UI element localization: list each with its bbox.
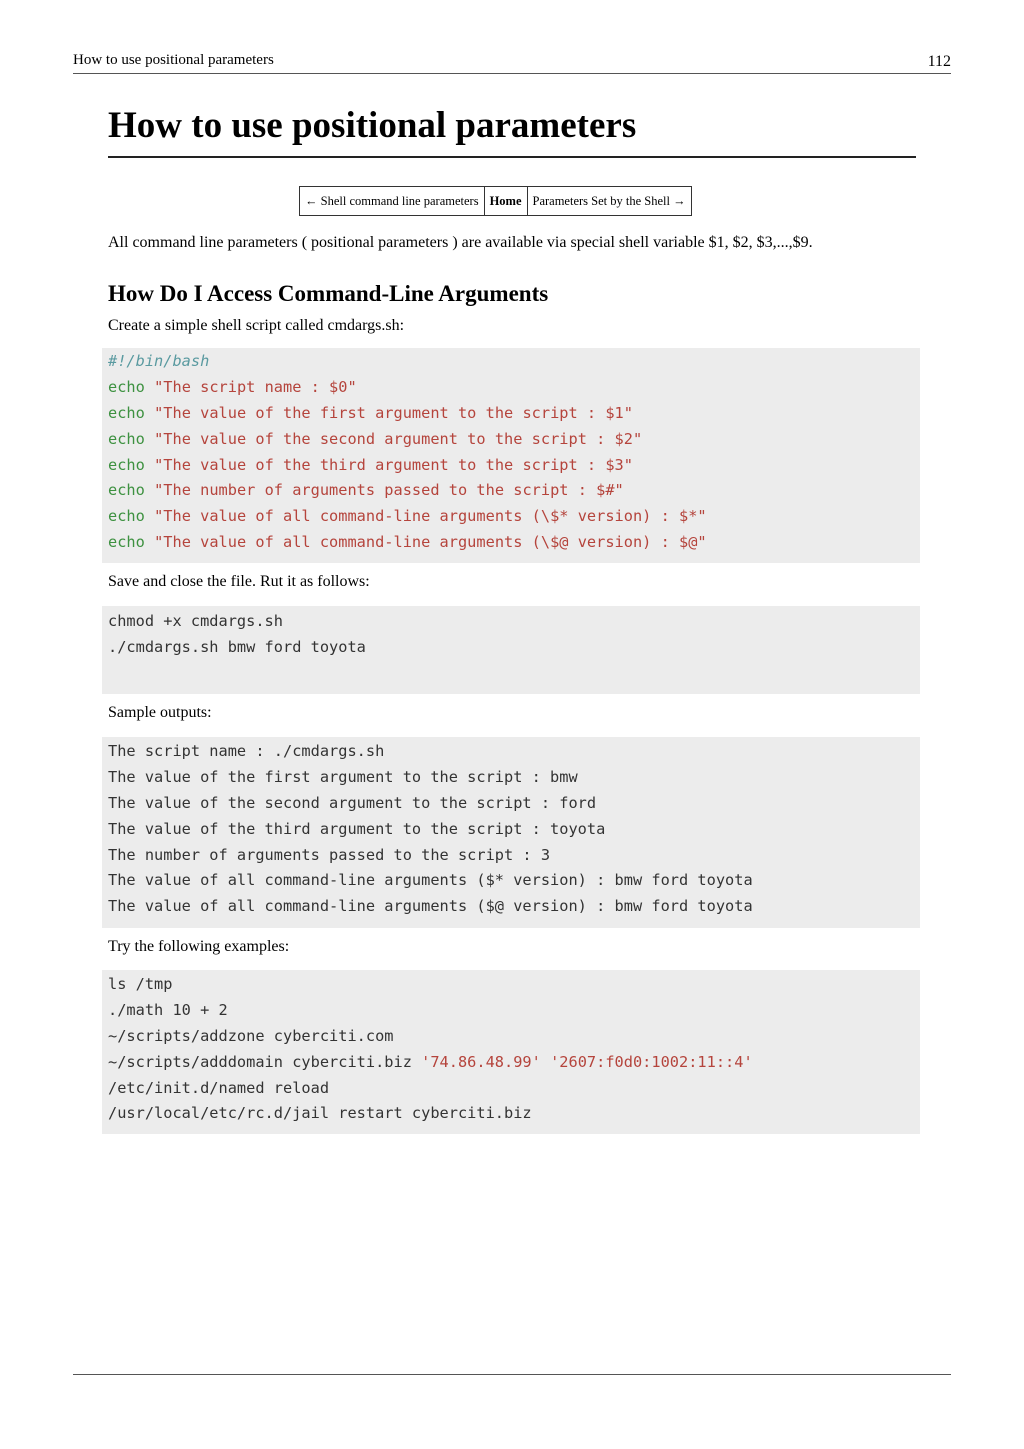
save-close-text: Save and close the file. Rut it as follows: — [108, 573, 370, 590]
examples-code-block — [102, 970, 920, 1134]
output-line: The value of all command-line arguments ($@ version) : bmw ford toyota — [108, 897, 753, 916]
code-line — [108, 401, 920, 427]
code-string: "The value of the third argument to the script : $3" — [154, 455, 633, 474]
nav-next-link[interactable]: Parameters Set by the Shell → — [527, 187, 691, 216]
code-string: "The number of arguments passed to the script : $#" — [154, 481, 624, 500]
footer-rule — [73, 1374, 951, 1375]
code-line — [108, 530, 920, 556]
output-line: The number of arguments passed to the script : 3 — [108, 845, 551, 864]
code-line — [108, 453, 920, 479]
code-keyword: echo — [108, 481, 145, 500]
code-line — [108, 504, 920, 530]
sample-outputs-text: Sample outputs: — [108, 704, 212, 721]
code-string: "The script name : $0" — [154, 377, 357, 396]
example-string-arg: '74.86.48.99' — [421, 1052, 541, 1071]
code-line — [108, 375, 920, 401]
code-keyword: echo — [108, 533, 145, 552]
example-line: /usr/local/etc/rc.d/jail restart cyberciti.biz — [108, 1104, 532, 1123]
running-header — [73, 52, 951, 74]
example-separator — [541, 1053, 550, 1071]
example-string-arg: '2607:f0d0:1002:11::4' — [550, 1052, 753, 1071]
output-line: The value of the third argument to the script : toyota — [108, 819, 606, 838]
code-keyword: echo — [108, 403, 145, 422]
code-line: ./cmdargs.sh bmw ford toyota — [108, 637, 366, 656]
nav-home-link[interactable]: Home — [484, 187, 527, 216]
example-line: ~/scripts/addzone cyberciti.com — [108, 1026, 394, 1045]
code-string: "The value of the first argument to the script : $1" — [154, 403, 633, 422]
code-string: "The value of all command-line arguments (\$* version) : $*" — [154, 507, 707, 526]
output-line: The value of the first argument to the script : bmw — [108, 767, 578, 786]
navigation-box — [299, 186, 692, 216]
page-number: 112 — [927, 53, 951, 70]
output-line: The value of the second argument to the script : ford — [108, 793, 597, 812]
example-command: ~/scripts/adddomain cyberciti.biz — [108, 1052, 422, 1071]
nav-prev-link[interactable]: ← Shell command line parameters — [300, 187, 485, 216]
script-code-block — [102, 348, 920, 563]
code-keyword: echo — [108, 455, 145, 474]
intro-paragraph: All command line parameters ( positional parameters ) are available via special shell variable $1, $2, $3,...,$9. — [108, 234, 813, 251]
run-code-block — [102, 606, 920, 694]
page-title: How to use positional parameters — [108, 104, 916, 158]
page-content — [108, 104, 920, 1134]
try-examples-text: Try the following examples: — [108, 938, 290, 955]
code-keyword: echo — [108, 507, 145, 526]
code-line — [108, 478, 920, 504]
code-line — [108, 427, 920, 453]
output-line: The value of all command-line arguments ($* version) : bmw ford toyota — [108, 871, 753, 890]
code-string: "The value of the second argument to the script : $2" — [154, 429, 643, 448]
code-keyword: echo — [108, 377, 145, 396]
example-line: ls /tmp — [108, 975, 173, 993]
code-line: chmod +x cmdargs.sh — [108, 612, 283, 630]
code-string: "The value of all command-line arguments (\$@ version) : $@" — [154, 533, 707, 552]
output-code-block — [102, 737, 920, 928]
running-header-title: How to use positional parameters — [73, 52, 274, 68]
example-line — [108, 1050, 920, 1076]
example-line: ./math 10 + 2 — [108, 1000, 228, 1019]
code-shebang: #!/bin/bash — [108, 352, 210, 370]
code-keyword: echo — [108, 429, 145, 448]
example-line: /etc/init.d/named reload — [108, 1078, 330, 1097]
section-heading: How Do I Access Command-Line Arguments — [108, 281, 549, 306]
create-script-text: Create a simple shell script called cmdargs.sh: — [108, 317, 405, 334]
output-line: The script name : ./cmdargs.sh — [108, 742, 385, 760]
